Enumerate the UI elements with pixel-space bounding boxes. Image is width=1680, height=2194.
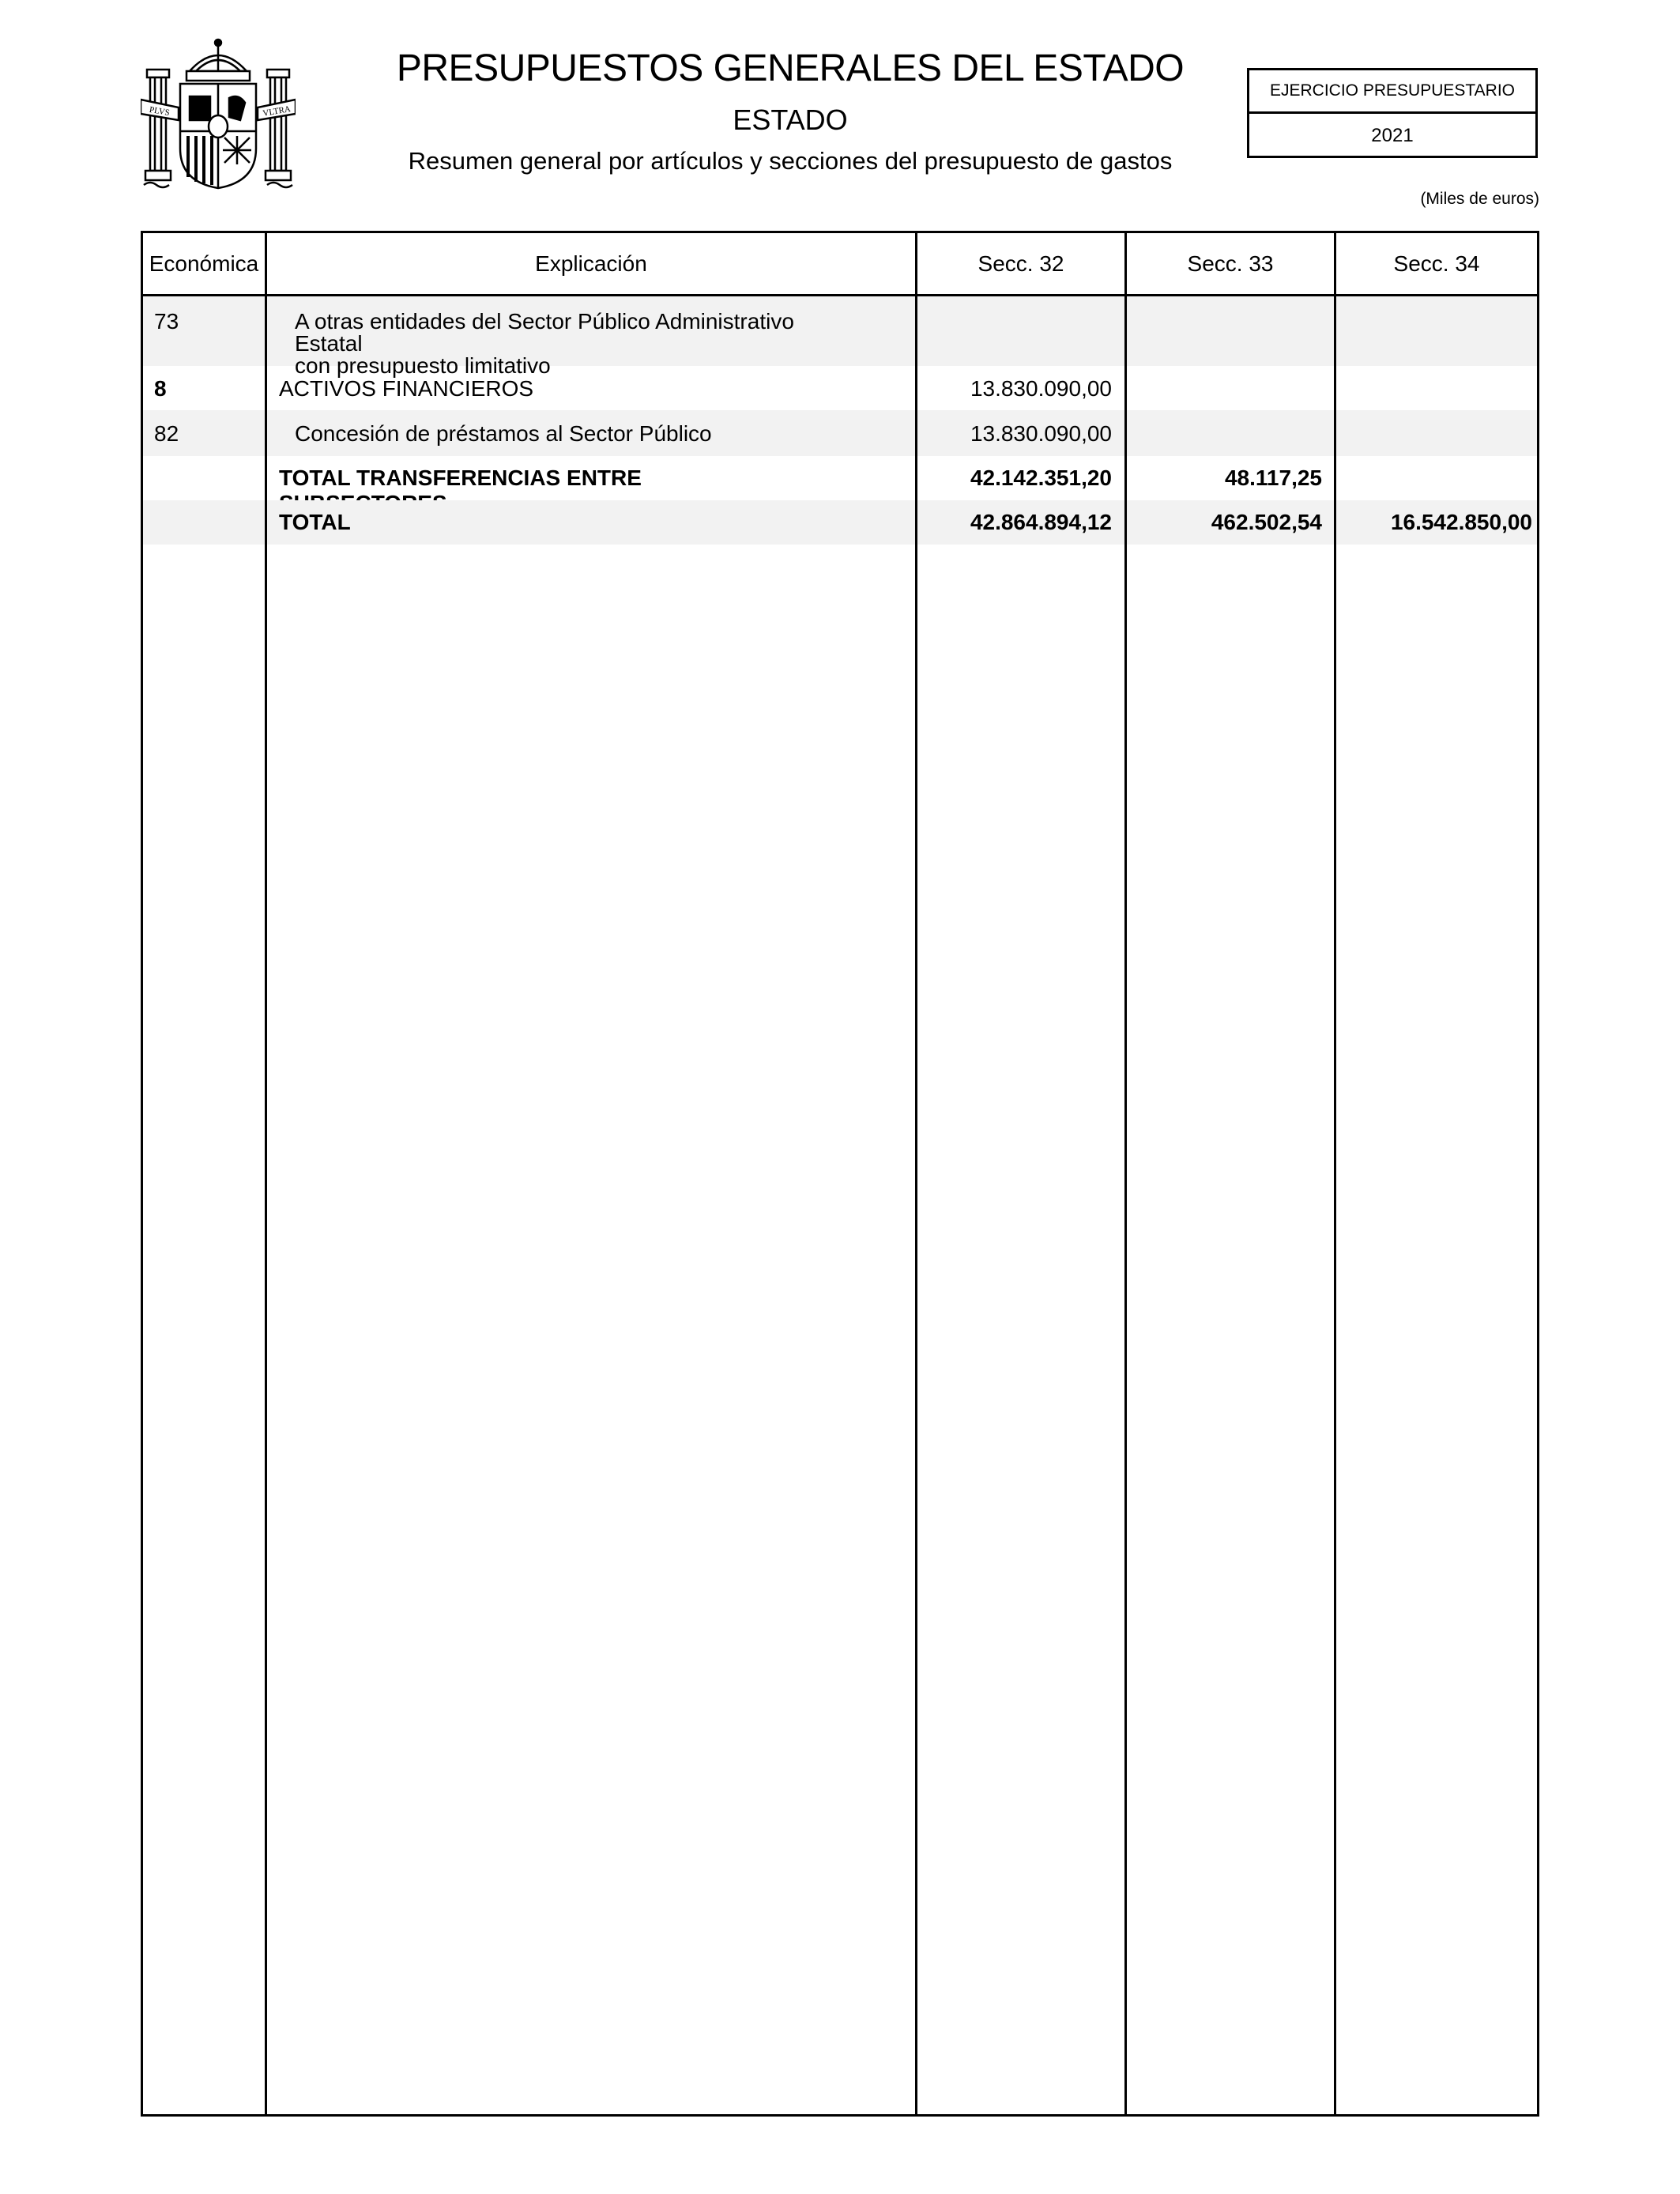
cell-explicacion: Concesión de préstamos al Sector Público [295, 421, 712, 446]
col-header-secc32: Secc. 32 [977, 251, 1064, 276]
table-row [143, 456, 1537, 500]
cell-secc33: 48.117,25 [1224, 466, 1322, 490]
col-header-explicacion: Explicación [535, 251, 647, 276]
col-header-secc34: Secc. 34 [1393, 251, 1480, 276]
cell-secc32: 13.830.090,00 [970, 376, 1112, 401]
page-title: PRESUPUESTOS GENERALES DEL ESTADO [396, 47, 1185, 89]
cell-secc32: 42.142.351,20 [970, 466, 1112, 490]
cell-economica: 8 [154, 376, 167, 401]
cell-economica: 82 [154, 421, 179, 446]
crest-motto-right: VLTRA [262, 104, 292, 119]
column-divider [915, 233, 917, 2114]
table-header [143, 233, 1537, 296]
table-row [143, 500, 1537, 545]
table-row [143, 296, 1537, 378]
units-note: (Miles de euros) [1420, 190, 1539, 208]
column-divider [1334, 233, 1336, 2114]
page-subtitle: ESTADO [733, 104, 848, 136]
spain-coat-of-arms-icon [141, 38, 296, 194]
cell-secc32: 42.864.894,12 [970, 510, 1112, 534]
cell-explicacion-line1: A otras entidades del Sector Público Administrativo Estatal [295, 309, 794, 356]
cell-explicacion: ACTIVOS FINANCIEROS [279, 376, 534, 401]
col-header-secc33: Secc. 33 [1187, 251, 1274, 276]
ejercicio-box [1247, 68, 1538, 158]
cell-explicacion-line2: con presupuesto limitativo [295, 353, 551, 378]
ejercicio-value: 2021 [1371, 125, 1414, 146]
table-row [143, 366, 1537, 410]
cell-secc32: 13.830.090,00 [970, 421, 1112, 446]
cell-secc33: 462.502,54 [1211, 510, 1322, 534]
col-header-economica: Económica [149, 251, 259, 276]
table-row [143, 410, 1537, 456]
column-divider [265, 233, 267, 2114]
budget-table [141, 231, 1539, 2117]
cell-economica: 73 [154, 309, 179, 334]
crest-motto-left: PLVS [149, 104, 171, 119]
column-divider [1124, 233, 1127, 2114]
cell-secc34: 16.542.850,00 [1390, 510, 1532, 534]
page-description: Resumen general por artículos y secciones del presupuesto de gastos [408, 147, 1173, 175]
ejercicio-label: EJERCICIO PRESUPUESTARIO [1249, 70, 1535, 114]
cell-explicacion: TOTAL [279, 510, 351, 534]
title-block [316, 46, 1264, 177]
cell-explicacion: TOTAL TRANSFERENCIAS ENTRE [279, 466, 642, 490]
